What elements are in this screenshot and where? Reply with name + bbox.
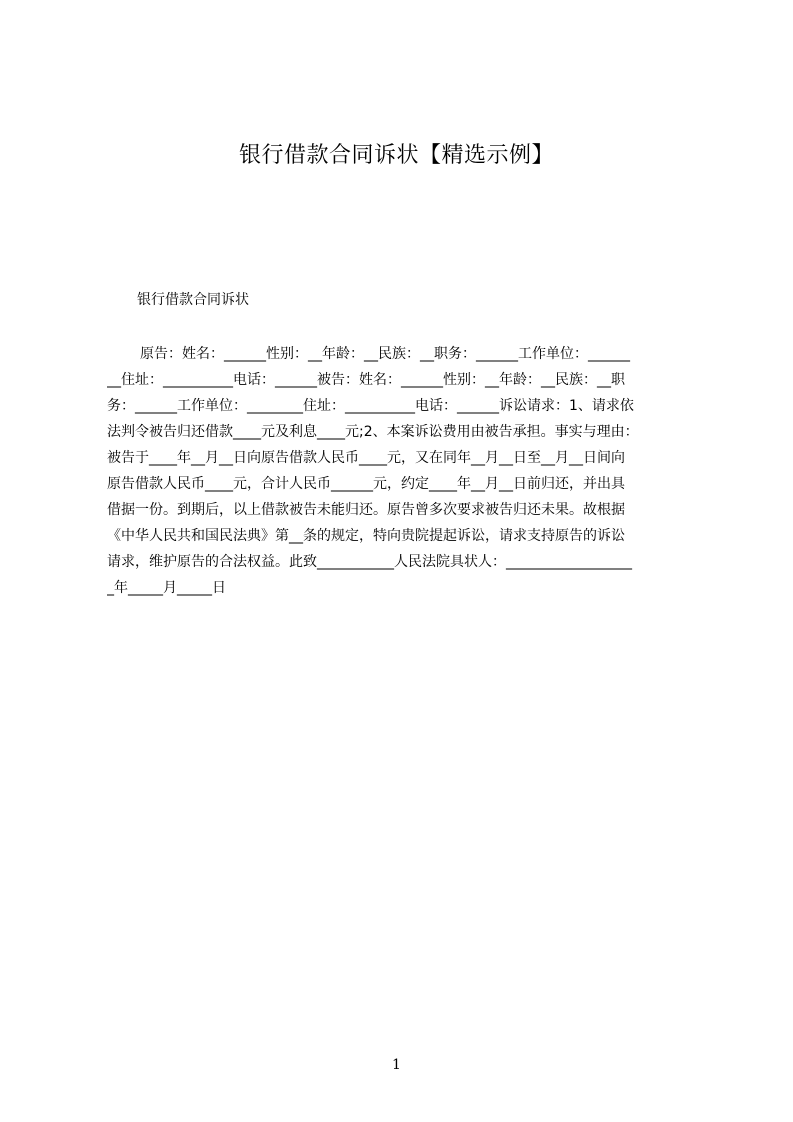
body-line: 被告于____年__月__日向原告借款人民币____元，又在同年__月__日至__月__日间向 [107,450,625,466]
page-title: 银行借款合同诉状【精选示例】 [238,143,554,168]
body-line: 原告：姓名：______性别：__年龄：__民族：__职务：______工作单位：______ [140,346,630,362]
page-number: 1 [392,1057,401,1073]
body-line: 请求，维护原告的合法权益。此致___________人民法院具状人：__________________ [107,554,632,570]
body-line: 原告借款人民币____元，合计人民币______元，约定____年__月__日前归还，并出具 [107,476,625,492]
body-line: 《中华人民共和国民法典》第__条的规定，特向贵院提起诉讼，请求支持原告的诉讼 [107,528,625,544]
body-line: 务：______工作单位：________住址：__________电话：______诉讼请求：1、请求依 [107,398,634,414]
body-line: 借据一份。到期后，以上借款被告未能归还。原告曾多次要求被告归还未果。故根据 [107,502,625,518]
body-line: _年_____月_____日 [107,580,226,596]
body-line: 法判令被告归还借款____元及利息____元;2、本案诉讼费用由被告承担。事实与理由： [107,424,639,440]
complaint-body [107,341,697,611]
body-line: __住址：__________电话：______被告：姓名：______性别：__年龄：__民族：__职 [107,372,625,388]
document-subtitle: 银行借款合同诉状 [137,292,249,308]
